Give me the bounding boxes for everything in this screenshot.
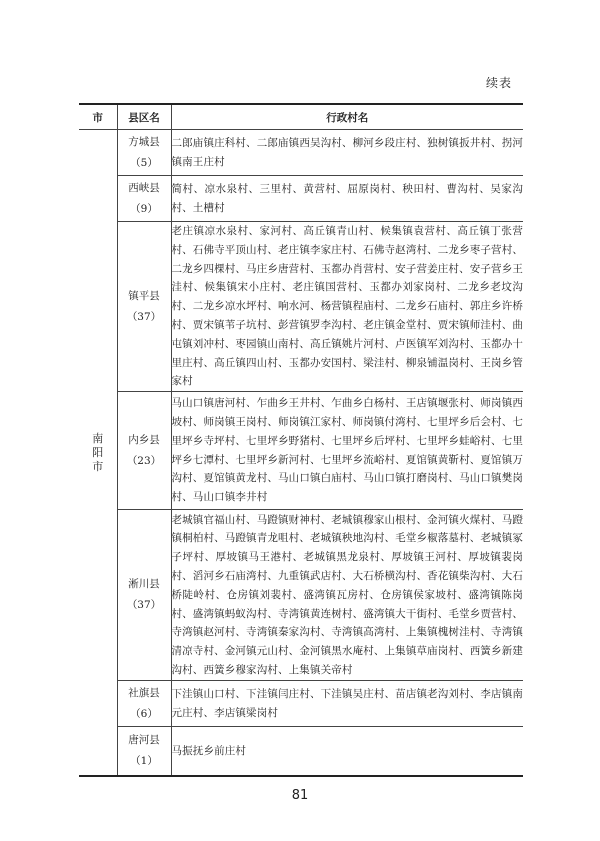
villages-cell: 二郎庙镇庄科村、二郎庙镇西吴沟村、柳河乡段庄村、独树镇扳井村、拐河镇南王庄村 (171, 130, 523, 176)
villages-cell: 简村、凉水泉村、三里村、黄营村、屈原岗村、秧田村、曹沟村、吴家沟村、土槽村 (171, 176, 523, 222)
county-cell (117, 392, 171, 510)
county-cell (117, 681, 171, 727)
county-count: （5） (130, 156, 158, 169)
villages-cell: 马山口镇唐河村、乍曲乡王井村、乍曲乡白杨村、王店镇堰张村、师岗镇西坡村、师岗镇王岗村、师岗镇江家村、师岗镇付湾村、七里坪乡后会村、七里坪乡寺坪村、七里坪乡野猪村、七里坪乡后坪村、七里坪乡蛙峪村、七里坪乡七潭村、七里坪乡新河村、七里坪乡流峪村、夏馆镇黄靳村、夏馆镇万沟村、夏馆镇黄龙村、马山口镇白庙村、马山口镇打磨岗村、马山口镇樊岗村、马山口镇李井村 (171, 392, 523, 510)
table-row (79, 727, 523, 777)
table-row (79, 392, 523, 510)
county-name: 内乡县 (128, 433, 160, 446)
county-count: （37） (126, 599, 162, 612)
county-name: 镇平县 (128, 289, 160, 302)
county-count: （6） (130, 707, 158, 720)
villages-cell: 老庄镇凉水泉村、家河村、高丘镇青山村、候集镇袁营村、高丘镇丁张营村、石佛寺平顶山村、老庄镇李家庄村、石佛寺赵湾村、二龙乡枣子营村、二龙乡四棵村、马庄乡唐营村、玉都办肖营村、安子营姜庄村、安子营乡王洼村、候集镇宋小庄村、老庄镇国营村、玉都办刘家岗村、二龙乡老坟沟村、二龙乡凉水坪村、响水河、杨营镇程庙村、二龙乡石庙村、郭庄乡许桥村、贾宋镇苇子坑村、彭营镇罗李沟村、老庄镇金堂村、贾宋镇师洼村、曲屯镇刘冲村、枣园镇山南村、高丘镇姚片河村、卢医镇军刘沟村、玉都办十里庄村、高丘镇四山村、玉都办安国村、梁洼村、柳泉铺温岗村、王岗乡管家村 (171, 222, 523, 392)
county-name: 西峡县 (128, 181, 160, 194)
county-count: （37） (126, 310, 162, 323)
header-city: 市 (79, 104, 117, 130)
county-cell (117, 510, 171, 681)
county-cell (117, 130, 171, 176)
county-name: 唐河县 (128, 734, 160, 747)
continued-label: 续表 (485, 76, 512, 90)
county-count: （1） (130, 755, 158, 768)
villages-cell: 马振抚乡前庄村 (171, 727, 523, 777)
county-cell (117, 222, 171, 392)
header-county: 县区名 (117, 104, 171, 130)
villages-cell: 下洼镇山口村、下洼镇闫庄村、下洼镇吴庄村、苗店镇老沟刘村、李店镇南元庄村、李店镇梁岗村 (171, 681, 523, 727)
page-number: 81 (291, 788, 309, 803)
table-row (79, 510, 523, 681)
city-name: 南阳市 (92, 431, 104, 473)
table-row (79, 681, 523, 727)
county-name: 淅川县 (128, 578, 160, 591)
villages-cell: 老城镇官福山村、马蹬镇财神村、老城镇穆家山根村、金河镇火煤村、马蹬镇桐柏村、马蹬镇青龙咀村、老城镇秧地沟村、毛堂乡椒落墓村、老城镇冢子坪村、厚坡镇马王港村、老城镇黑龙泉村、厚坡镇王河村、厚坡镇裴岗村、滔河乡石庙湾村、九重镇武店村、大石桥横沟村、香花镇柴沟村、大石桥陡岭村、仓房镇刘裴村、盛湾镇瓦房村、仓房镇侯家坡村、盛湾镇陈岗村、盛湾镇蚂蚁沟村、寺湾镇黄连树村、盛湾镇大干街村、毛堂乡贾营村、寺湾镇赵河村、寺湾镇秦家沟村、寺湾镇高湾村、上集镇槐树洼村、寺湾镇清凉寺村、金河镇元山村、金河镇黑水庵村、上集镇草庙岗村、西簧乡新建沟村、西簧乡穆家沟村、上集镇关帝村 (171, 510, 523, 681)
county-cell (117, 176, 171, 222)
header-villages: 行政村名 (171, 104, 523, 130)
county-name: 方城县 (128, 135, 160, 148)
county-count: （23） (126, 454, 162, 467)
table-row (79, 222, 523, 392)
village-table (79, 103, 523, 777)
table-row (79, 176, 523, 222)
city-cell (79, 130, 117, 777)
county-name: 社旗县 (128, 686, 160, 699)
county-cell (117, 727, 171, 777)
county-count: （9） (130, 202, 158, 215)
table-row (79, 130, 523, 176)
table-header-row (79, 104, 523, 130)
